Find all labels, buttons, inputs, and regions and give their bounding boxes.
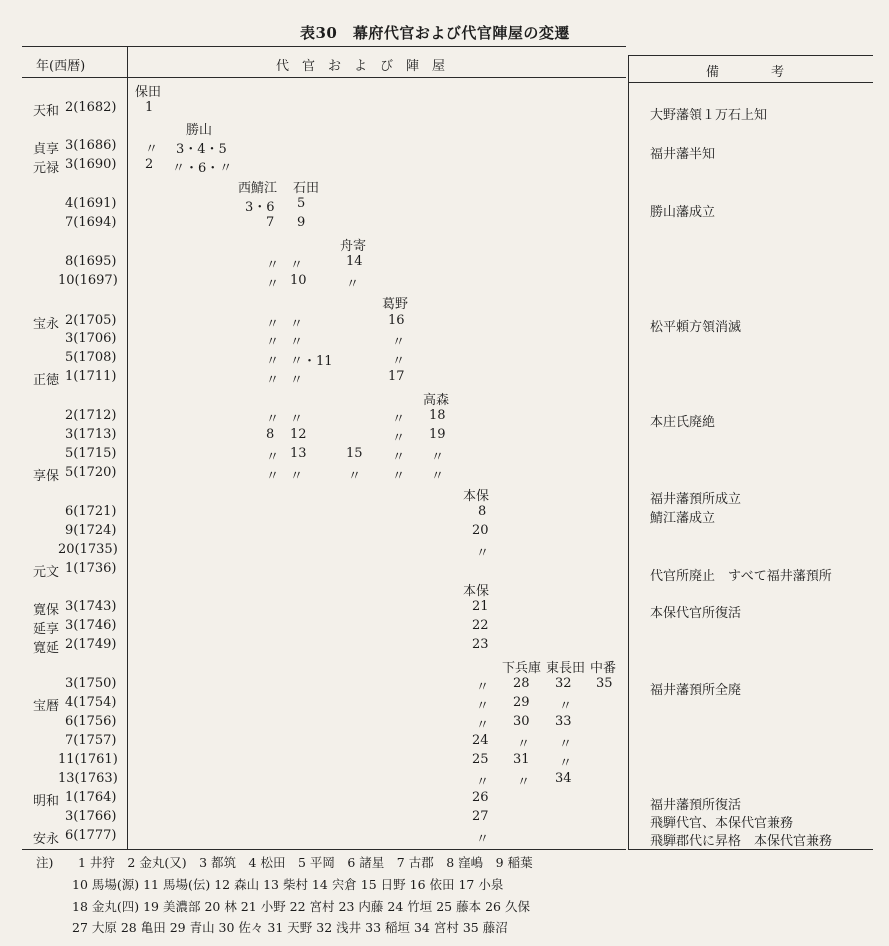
year-value: 4(1754) [65, 695, 117, 710]
daikan-cell: 〃 [392, 354, 406, 369]
jinya-name: 舟寄 [340, 239, 367, 254]
daikan-cell: 10 [290, 273, 307, 288]
notes-line: 18 金丸(四) 19 美濃部 20 林 21 小野 22 宮村 23 内藤 24 竹垣 25 藤本 26 久保 [72, 899, 530, 914]
year-value: 3(1746) [65, 618, 117, 633]
daikan-cell: 25 [472, 752, 489, 767]
remarks-header-bottom-rule [628, 82, 873, 83]
daikan-cell: 29 [513, 695, 530, 710]
daikan-cell: 2 [145, 157, 154, 172]
daikan-cell: 15 [346, 446, 363, 461]
year-era: 延享 [33, 622, 60, 637]
daikan-cell: 24 [472, 733, 489, 748]
header-top-rule [22, 46, 626, 47]
year-value: 7(1757) [65, 733, 117, 748]
year-era: 正徳 [33, 373, 60, 388]
table-bottom-rule [22, 849, 626, 850]
daikan-cell: 20 [472, 523, 489, 538]
year-value: 7(1694) [65, 215, 117, 230]
remark-text: 代官所廃止 すべて福井藩預所 [650, 569, 832, 584]
daikan-cell: 〃 [431, 469, 445, 484]
daikan-cell: 〃 [392, 469, 406, 484]
daikan-cell: 〃 [559, 756, 573, 771]
jinya-name: 中番 [590, 661, 617, 676]
jinya-name: 本保 [463, 489, 490, 504]
daikan-cell: 〃 [266, 354, 280, 369]
daikan-cell: 28 [513, 676, 530, 691]
jinya-name: 東長田 [546, 661, 586, 676]
daikan-cell: 17 [388, 369, 405, 384]
daikan-cell: 〃 [145, 142, 159, 157]
year-value: 9(1724) [65, 523, 117, 538]
jinya-name: 勝山 [186, 123, 213, 138]
daikan-cell: 〃 [392, 431, 406, 446]
year-era: 寛延 [33, 641, 60, 656]
daikan-cell: 9 [297, 215, 306, 230]
year-value: 6(1721) [65, 504, 117, 519]
year-value: 2(1705) [65, 313, 117, 328]
notes-line: 1 井狩 2 金丸(又) 3 都筑 4 松田 5 平岡 6 諸星 7 古郡 8 窪嶋 9 稲葉 [78, 855, 533, 870]
daikan-cell: 35 [596, 676, 613, 691]
daikan-cell: 27 [472, 809, 489, 824]
daikan-cell: 8 [478, 504, 487, 519]
daikan-cell: 〃・6・〃 [172, 161, 233, 176]
daikan-cell: 22 [472, 618, 489, 633]
year-value: 5(1708) [65, 350, 117, 365]
daikan-cell: 12 [290, 427, 307, 442]
daikan-cell: 〃 [559, 737, 573, 752]
daikan-cell: 〃 [266, 412, 280, 427]
year-value: 6(1756) [65, 714, 117, 729]
year-value: 2(1712) [65, 408, 117, 423]
jinya-name: 下兵庫 [502, 661, 542, 676]
year-value: 2(1749) [65, 637, 117, 652]
daikan-cell: 23 [472, 637, 489, 652]
remarks-column-header: 備 考 [706, 65, 785, 80]
daikan-cell: 〃 [517, 775, 531, 790]
year-era: 享保 [33, 469, 60, 484]
remark-text: 鯖江藩成立 [650, 511, 716, 526]
daikan-cell: 〃 [266, 450, 280, 465]
year-value: 3(1686) [65, 138, 117, 153]
year-value: 11(1761) [58, 752, 118, 767]
notes-line: 27 大原 28 亀田 29 青山 30 佐々 31 天野 32 浅井 33 稲垣 34 宮村 35 藤沼 [72, 920, 508, 935]
remark-text: 飛騨郡代に昇格 本保代官兼務 [650, 834, 833, 849]
year-era: 安永 [33, 832, 60, 847]
year-value: 1(1736) [65, 561, 117, 576]
year-era: 元禄 [33, 161, 60, 176]
daikan-cell: 3・6 [245, 200, 275, 215]
daikan-cell: 〃 [290, 412, 304, 427]
year-era: 宝暦 [33, 699, 60, 714]
year-value: 3(1750) [65, 676, 117, 691]
remarks-header-top-rule [628, 55, 873, 56]
year-column-header: 年(西暦) [36, 59, 86, 74]
daikan-cell: 33 [555, 714, 572, 729]
year-value: 20(1735) [58, 542, 118, 557]
daikan-cell: 〃・11 [290, 354, 333, 369]
year-value: 8(1695) [65, 254, 117, 269]
year-era: 元文 [33, 565, 60, 580]
year-value: 4(1691) [65, 196, 117, 211]
jinya-name: 石田 [293, 181, 320, 196]
daikan-cell: 1 [145, 100, 154, 115]
daikan-cell: 21 [472, 599, 489, 614]
daikan-cell: 〃 [290, 373, 304, 388]
daikan-cell: 16 [388, 313, 405, 328]
year-value: 3(1743) [65, 599, 117, 614]
year-value: 1(1764) [65, 790, 117, 805]
daikan-cell: 8 [266, 427, 275, 442]
remark-text: 本保代官所復活 [650, 606, 742, 621]
jinya-name: 西鯖江 [238, 181, 278, 196]
remark-text: 本庄氏廃絶 [650, 415, 716, 430]
daikan-cell: 30 [513, 714, 530, 729]
year-era: 宝永 [33, 317, 60, 332]
remark-text: 松平頼方領消滅 [650, 320, 742, 335]
daikan-cell: 〃 [476, 546, 490, 561]
remark-text: 勝山藩成立 [650, 205, 716, 220]
daikan-cell: 〃 [266, 335, 280, 350]
daikan-cell: 〃 [346, 277, 360, 292]
daikan-cell: 〃 [266, 258, 280, 273]
year-value: 1(1711) [65, 369, 117, 384]
header-bottom-rule [22, 77, 626, 78]
daikan-cell: 〃 [290, 335, 304, 350]
year-value: 13(1763) [58, 771, 118, 786]
year-value: 3(1713) [65, 427, 117, 442]
year-value: 5(1720) [65, 465, 117, 480]
daikan-cell: 〃 [392, 412, 406, 427]
jinya-name: 葛野 [382, 297, 409, 312]
jinya-name: 保田 [135, 85, 162, 100]
daikan-cell: 32 [555, 676, 572, 691]
notes-label: 注) [36, 855, 54, 870]
daikan-cell: 〃 [348, 469, 362, 484]
daikan-cell: 〃 [392, 450, 406, 465]
daikan-cell: 〃 [476, 699, 490, 714]
year-value: 5(1715) [65, 446, 117, 461]
table-title: 表30 幕府代官および代官陣屋の変遷 [300, 24, 570, 42]
daikan-cell: 3・4・5 [176, 142, 227, 157]
daikan-cell: 〃 [392, 335, 406, 350]
daikan-cell: 〃 [559, 699, 573, 714]
year-era: 天和 [33, 104, 60, 119]
daikan-cell: 〃 [266, 317, 280, 332]
remark-text: 福井藩預所復活 [650, 798, 742, 813]
daikan-cell: 〃 [476, 680, 490, 695]
daikan-cell: 13 [290, 446, 307, 461]
year-era: 貞享 [33, 142, 60, 157]
main-column-header: 代 官 お よ び 陣 屋 [276, 59, 446, 74]
remark-text: 福井藩預所全廃 [650, 683, 742, 698]
daikan-cell: 7 [266, 215, 275, 230]
year-column-divider [127, 46, 128, 850]
remark-text: 福井藩半知 [650, 147, 716, 162]
daikan-cell: 〃 [476, 718, 490, 733]
jinya-name: 高森 [423, 393, 450, 408]
daikan-cell: 〃 [290, 317, 304, 332]
jinya-name: 本保 [463, 584, 490, 599]
year-value: 3(1690) [65, 157, 117, 172]
daikan-cell: 〃 [517, 737, 531, 752]
year-era: 明和 [33, 794, 60, 809]
daikan-cell: 5 [297, 196, 306, 211]
daikan-cell: 〃 [290, 469, 304, 484]
daikan-cell: 18 [429, 408, 446, 423]
daikan-cell: 〃 [266, 373, 280, 388]
daikan-cell: 〃 [266, 469, 280, 484]
daikan-cell: 31 [513, 752, 530, 767]
daikan-cell: 14 [346, 254, 363, 269]
year-value: 2(1682) [65, 100, 117, 115]
daikan-cell: 〃 [476, 775, 490, 790]
year-value: 3(1706) [65, 331, 117, 346]
remark-text: 福井藩預所成立 [650, 492, 742, 507]
daikan-cell: 〃 [476, 832, 490, 847]
daikan-cell: 〃 [290, 258, 304, 273]
daikan-cell: 19 [429, 427, 446, 442]
remark-text: 大野藩領１万石上知 [650, 108, 768, 123]
daikan-cell: 26 [472, 790, 489, 805]
daikan-cell: 〃 [266, 277, 280, 292]
remarks-bottom-rule [628, 849, 873, 850]
notes-line: 10 馬場(源) 11 馬場(伝) 12 森山 13 柴村 14 宍倉 15 日野 16 依田 17 小泉 [72, 877, 504, 892]
daikan-cell: 34 [555, 771, 572, 786]
year-value: 6(1777) [65, 828, 117, 843]
remarks-left-rule [628, 55, 629, 850]
remark-text: 飛騨代官、本保代官兼務 [650, 816, 794, 831]
year-value: 3(1766) [65, 809, 117, 824]
daikan-cell: 〃 [431, 450, 445, 465]
year-era: 寛保 [33, 603, 60, 618]
year-value: 10(1697) [58, 273, 118, 288]
